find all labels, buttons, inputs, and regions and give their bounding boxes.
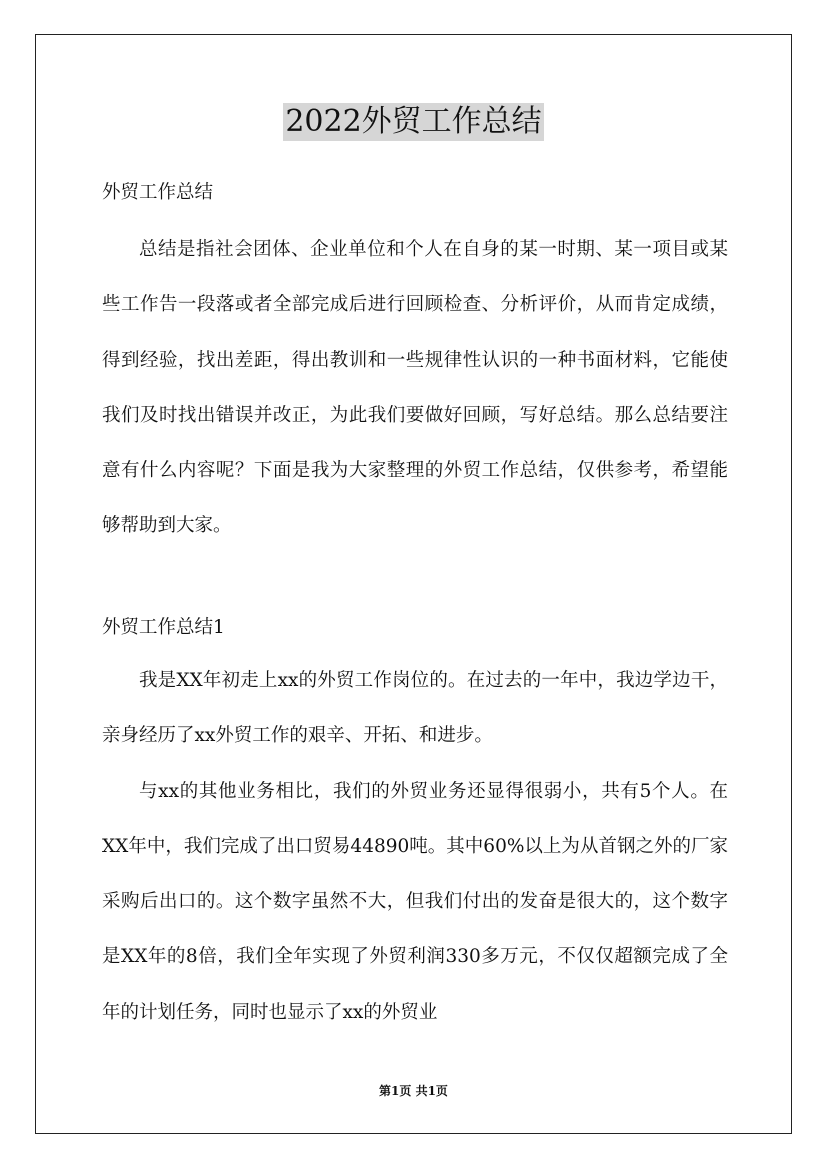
document-title: 2022外贸工作总结 [285, 104, 542, 139]
intro-heading: 外贸工作总结 [102, 182, 214, 203]
document-title-container [0, 103, 827, 141]
section1-heading: 外贸工作总结1 [102, 617, 225, 638]
page-footer [0, 1083, 827, 1099]
intro-section [102, 176, 728, 554]
page-number-label: 第1页 共1页 [379, 1084, 448, 1098]
section1-paragraph-2: 与xx的其他业务相比，我们的外贸业务还显得很弱小，共有5个人。在XX年中，我们完成了出口贸易44890吨。其中60%以上为从首钢之外的厂家采购后出口的。这个数字虽然不大，但我们付出的发奋是很大的，这个数字是XX年的8倍，我们全年实现了外贸利润330多万元，不仅仅超额完成了全年的计划任务，同时也显示了xx的外贸业 [102, 780, 728, 1023]
section1-paragraph-1: 我是XX年初走上xx的外贸工作岗位的。在过去的一年中，我边学边干，亲身经历了xx外贸工作的艰辛、开拓、和进步。 [102, 670, 728, 747]
section1-body [102, 653, 728, 1040]
intro-paragraph: 总结是指社会团体、企业单位和个人在自身的某一时期、某一项目或某些工作告一段落或者全部完成后进行回顾检查、分析评价，从而肯定成绩，得到经验，找出差距，得出教训和一些规律性认识的一种书面材料，它能使我们及时找出错误并改正，为此我们要做好回顾，写好总结。那么总结要注意有什么内容呢？下面是我为大家整理的外贸工作总结，仅供参考，希望能够帮助到大家。 [102, 239, 728, 537]
